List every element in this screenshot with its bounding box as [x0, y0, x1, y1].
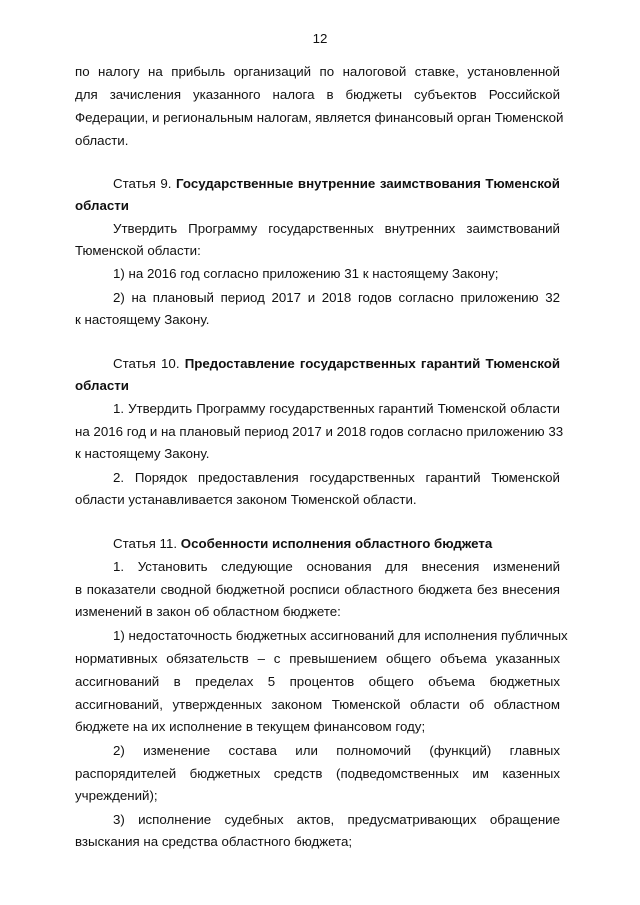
body-line: 1) недостаточность бюджетных ассигнований для исполнения публичных [113, 628, 568, 643]
article-10-heading [113, 353, 560, 375]
body-line: 1. Установить следующие основания для внесения изменений [113, 559, 560, 574]
body-line: ассигнований в пределах 5 процентов общего объема бюджетных [75, 674, 560, 689]
body-line: взыскания на средства областного бюджета; [75, 834, 353, 849]
article-9-label: Статья 9. [113, 176, 172, 191]
body-line: к настоящему Закону. [75, 446, 210, 461]
body-line: 2. Порядок предоставления государственных гарантий Тюменской [113, 470, 560, 485]
article-10-title: Предоставление государственных гарантий Тюменской [184, 356, 561, 371]
article-11-title: Особенности исполнения областного бюджета [180, 536, 493, 551]
body-line: 2) на плановый период 2017 и 2018 годов согласно приложению 32 [113, 290, 560, 305]
body-line: 1) на 2016 год согласно приложению 31 к настоящему Закону; [113, 266, 499, 281]
body-line: области. [75, 133, 129, 148]
body-line: Федерации, и региональным налогам, является финансовый орган Тюменской [75, 110, 564, 125]
article-11-heading [113, 533, 560, 555]
body-line: нормативных обязательств – с превышением общего объема указанных [75, 651, 560, 666]
article-10-heading-cont [75, 375, 560, 397]
body-line: Тюменской области: [75, 243, 201, 258]
article-9-title: Государственные внутренние заимствования Тюменской [176, 176, 560, 191]
article-11-label: Статья 11. [113, 536, 178, 551]
article-9-heading [113, 173, 560, 195]
body-line: 2) изменение состава или полномочий (функций) главных [113, 743, 560, 758]
body-line: по налогу на прибыль организаций по налоговой ставке, установленной [75, 64, 560, 79]
body-line: распорядителей бюджетных средств (подведомственных им казенных [75, 766, 560, 781]
article-10-title-cont: области [75, 378, 129, 393]
article-10-label: Статья 10. [113, 356, 180, 371]
body-line: Утвердить Программу государственных внутренних заимствований [113, 221, 560, 236]
body-line: для зачисления указанного налога в бюджеты субъектов Российской [75, 87, 560, 102]
body-line: области устанавливается законом Тюменской области. [75, 492, 417, 507]
body-line: ассигнований, утвержденных законом Тюменской области об областном [75, 697, 560, 712]
body-line: в показатели сводной бюджетной росписи областного бюджета без внесения [75, 582, 560, 597]
body-line: 3) исполнение судебных актов, предусматривающих обращение [113, 812, 560, 827]
body-line: бюджете на их исполнение в текущем финансовом году; [75, 719, 426, 734]
body-line: учреждений); [75, 788, 158, 803]
article-9-title-cont: области [75, 198, 129, 213]
body-line: изменений в закон об областном бюджете: [75, 604, 341, 619]
page-number: 12 [312, 31, 328, 46]
body-line: 1. Утвердить Программу государственных гарантий Тюменской области [113, 401, 560, 416]
article-9-heading-cont [75, 195, 560, 217]
body-line: к настоящему Закону. [75, 312, 210, 327]
body-line: на 2016 год и на плановый период 2017 и 2018 годов согласно приложению 33 [75, 424, 564, 439]
